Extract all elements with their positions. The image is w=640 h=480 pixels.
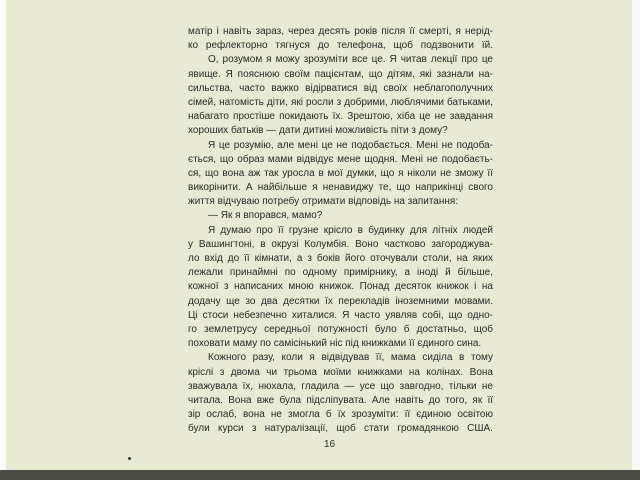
text-line: сімей, натомість діти, які росли з добрими, люблячими батьками, [188,96,493,108]
text-line: Я це розумію, але мені це не подобається. Мені не подоба- [208,139,493,151]
text-line: читала. Вона вже була підсліпувата. Але навіть до того, як її [188,394,493,406]
text-line: Кожного разу, коли я відвідував її, мама сиділа в тому [208,352,493,364]
text-line: го землетрусу середньої потужності було б достатньо, щоб [188,323,493,335]
text-line: ло вхід до її кімнати, а з боків його оточували столи, на яких [188,253,493,264]
text-line: викорінити. А найбільше я ненавиджу те, що наприкінці свого [188,182,493,194]
text-line: сильства, часто важко відірватися від своїх неблагополучних [188,82,493,94]
scan-bottom-edge [0,470,640,480]
text-line: зважувала їх, нюхала, гладила — усе що завгодно, тільки не [188,380,493,392]
text-line: набагато простіше покидають їх. Зрештою, хіба це не завдання [188,111,493,123]
text-line: — Як я впорався, мамо? [208,210,323,222]
text-line: кожної з написаних мною книжок. Понад десяток книжок і на [188,281,493,293]
text-line: у Вашингтоні, в окрузі Колумбія. Воно частково загороджува- [188,238,493,250]
page-text [188,25,493,436]
text-line: ється, що образ мами відвідує мене щодня. Мені не подобаєть- [188,153,493,165]
book-page [6,0,632,470]
text-line: поховати маму по самісінький ніс під книжками її єдиного сина. [188,338,482,350]
text-line: життя відчуваю потребу отримати відповідь на запитання: [188,196,459,208]
text-line: лежали принаймні по одному примірнику, а іноді й більше, [188,267,493,279]
text-line: ко рефлекторно тягнуся до телефона, щоб подзвонити їй. [188,40,493,52]
text-line: матір і навіть зараз, через десять років після її смерті, я нерід- [188,26,493,37]
scan-speck [128,457,131,460]
text-line: зір ослаб, вона не змогла б їх зрозуміти: її єдиною освітою [188,409,493,421]
text-line: Ці стоси небезпечно хиталися. Я часто уявляв собі, що одно- [188,309,493,321]
text-line: Я думаю про її грузне крісло в будинку для літніх людей [208,224,493,236]
text-line: хороших батьків — дати дитині можливість піти з дому? [188,125,448,137]
text-line: О, розумом я можу зрозуміти все це. Я читав лекції про це [208,54,493,66]
text-line: ся, що вона аж так уросла в мої думки, що я ніколи не зможу її [188,167,493,179]
text-line: додачу ще зо два десятки їх перекладів іноземними мовами. [188,295,493,307]
text-line: явище. Я пояснюю своїм пацієнтам, що дітям, які зазнали на- [188,68,493,80]
text-line: були курси з натуралізації, щоб стати громадянкою США. [188,423,493,435]
page-number: 16 [324,439,336,450]
text-line: кріслі з двома чи трьома моїми книжками на колінах. Вона [188,366,493,378]
